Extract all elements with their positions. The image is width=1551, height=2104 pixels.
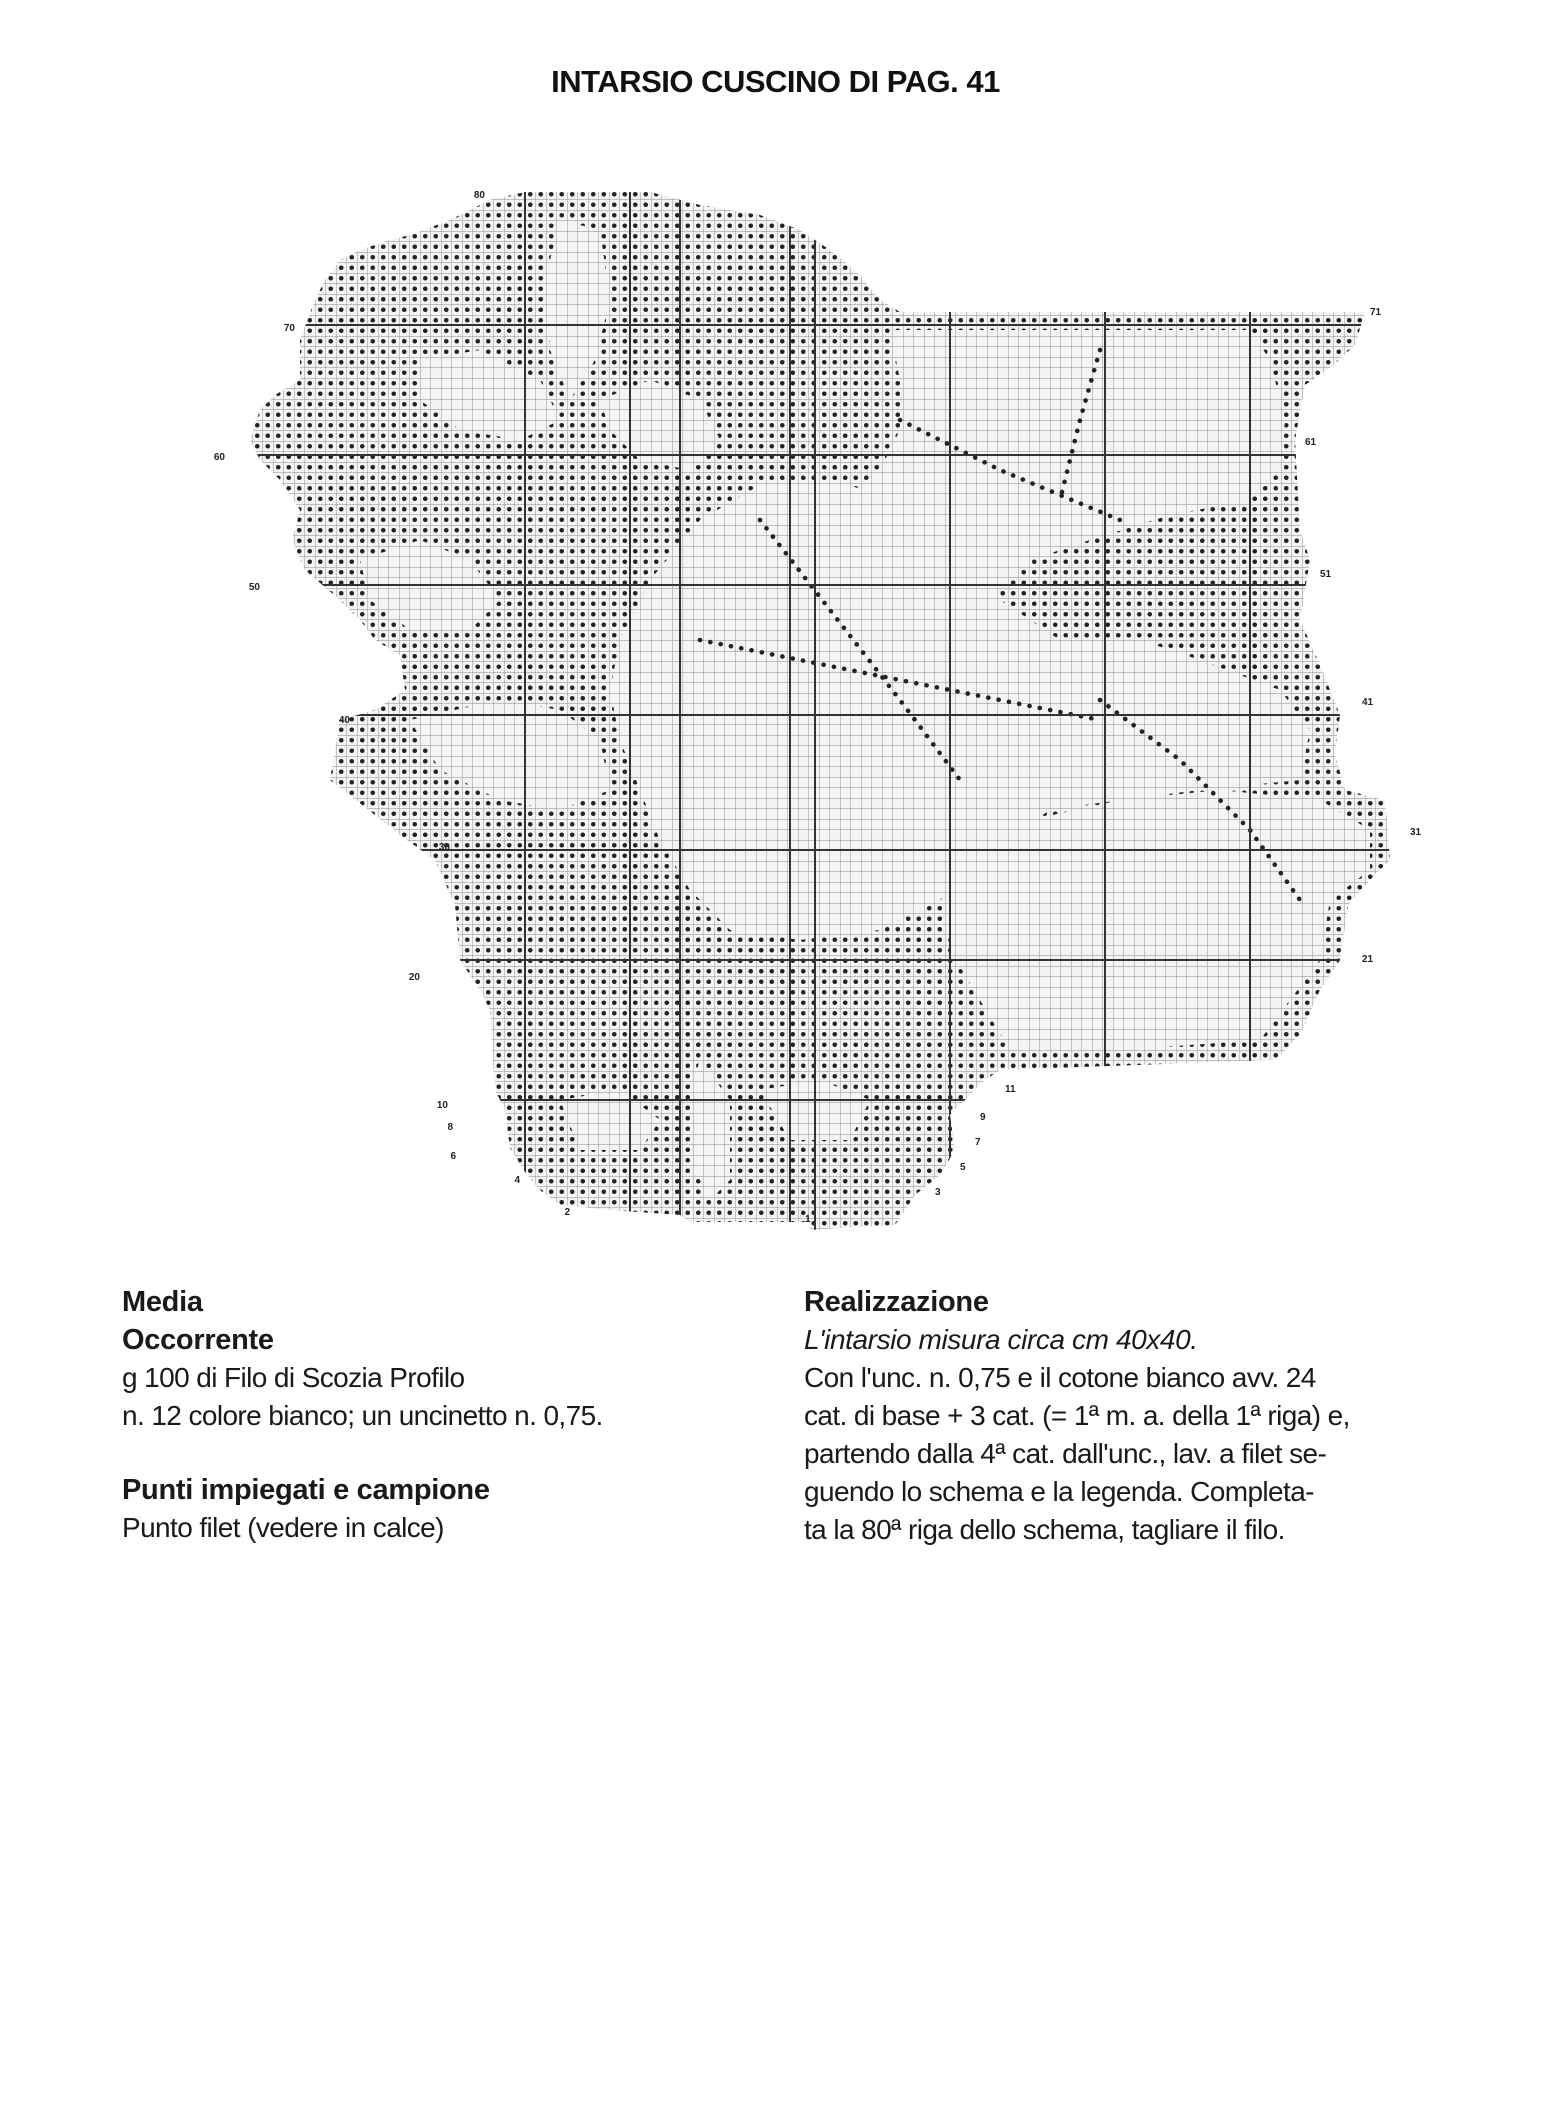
row-number: 41 <box>1362 697 1374 708</box>
materials-heading: Occorrente <box>122 1324 274 1356</box>
row-number: 61 <box>1305 437 1317 448</box>
instructions-heading: Realizzazione <box>804 1286 989 1318</box>
row-number: 1 <box>805 1214 811 1225</box>
row-number: 60 <box>213 452 225 463</box>
row-number: 6 <box>450 1151 456 1162</box>
row-number: 21 <box>1362 954 1374 965</box>
row-number: 4 <box>514 1175 520 1186</box>
row-number: 20 <box>408 972 420 983</box>
stitches-text: Punto filet (vedere in calce) <box>122 1512 444 1543</box>
row-number: 40 <box>338 715 350 726</box>
row-number: 71 <box>1370 307 1382 318</box>
row-number: 50 <box>248 582 260 593</box>
row-number: 70 <box>283 323 295 334</box>
row-number: 10 <box>436 1100 448 1111</box>
materials-column <box>122 1283 762 1547</box>
materials-line-1: g 100 di Filo di Scozia Profilo <box>122 1362 465 1393</box>
row-number: 31 <box>1410 827 1422 838</box>
instructions-line-2: cat. di base + 3 cat. (= 1ª m. a. della 1ª riga) e, <box>804 1400 1350 1431</box>
chart-body <box>240 180 1400 1240</box>
instructions-line-1: Con l'unc. n. 0,75 e il cotone bianco avv. 24 <box>804 1362 1316 1393</box>
instructions-line-4: guendo lo schema e la legenda. Completa- <box>804 1476 1314 1507</box>
page-title: INTARSIO CUSCINO DI PAG. 41 <box>551 64 1000 99</box>
row-number: 51 <box>1320 569 1332 580</box>
row-number: 3 <box>935 1187 941 1198</box>
row-number: 11 <box>1005 1084 1016 1095</box>
instructions-line-5: ta la 80ª riga dello schema, tagliare il filo. <box>804 1514 1285 1545</box>
row-number: 80 <box>473 190 485 201</box>
row-number: 8 <box>447 1122 453 1133</box>
stitches-heading: Punti impiegati e campione <box>122 1474 490 1506</box>
size-text: L'intarsio misura circa cm 40x40. <box>804 1324 1198 1355</box>
row-number: 2 <box>564 1207 570 1218</box>
instructions-column <box>804 1283 1444 1549</box>
level-heading: Media <box>122 1286 203 1318</box>
row-number: 30 <box>438 842 450 853</box>
row-number: 9 <box>980 1112 986 1123</box>
instructions-line-3: partendo dalla 4ª cat. dall'unc., lav. a filet se- <box>804 1438 1327 1469</box>
materials-line-2: n. 12 colore bianco; un uncinetto n. 0,75. <box>122 1400 603 1431</box>
row-number: 5 <box>960 1162 966 1173</box>
row-number: 7 <box>975 1137 981 1148</box>
